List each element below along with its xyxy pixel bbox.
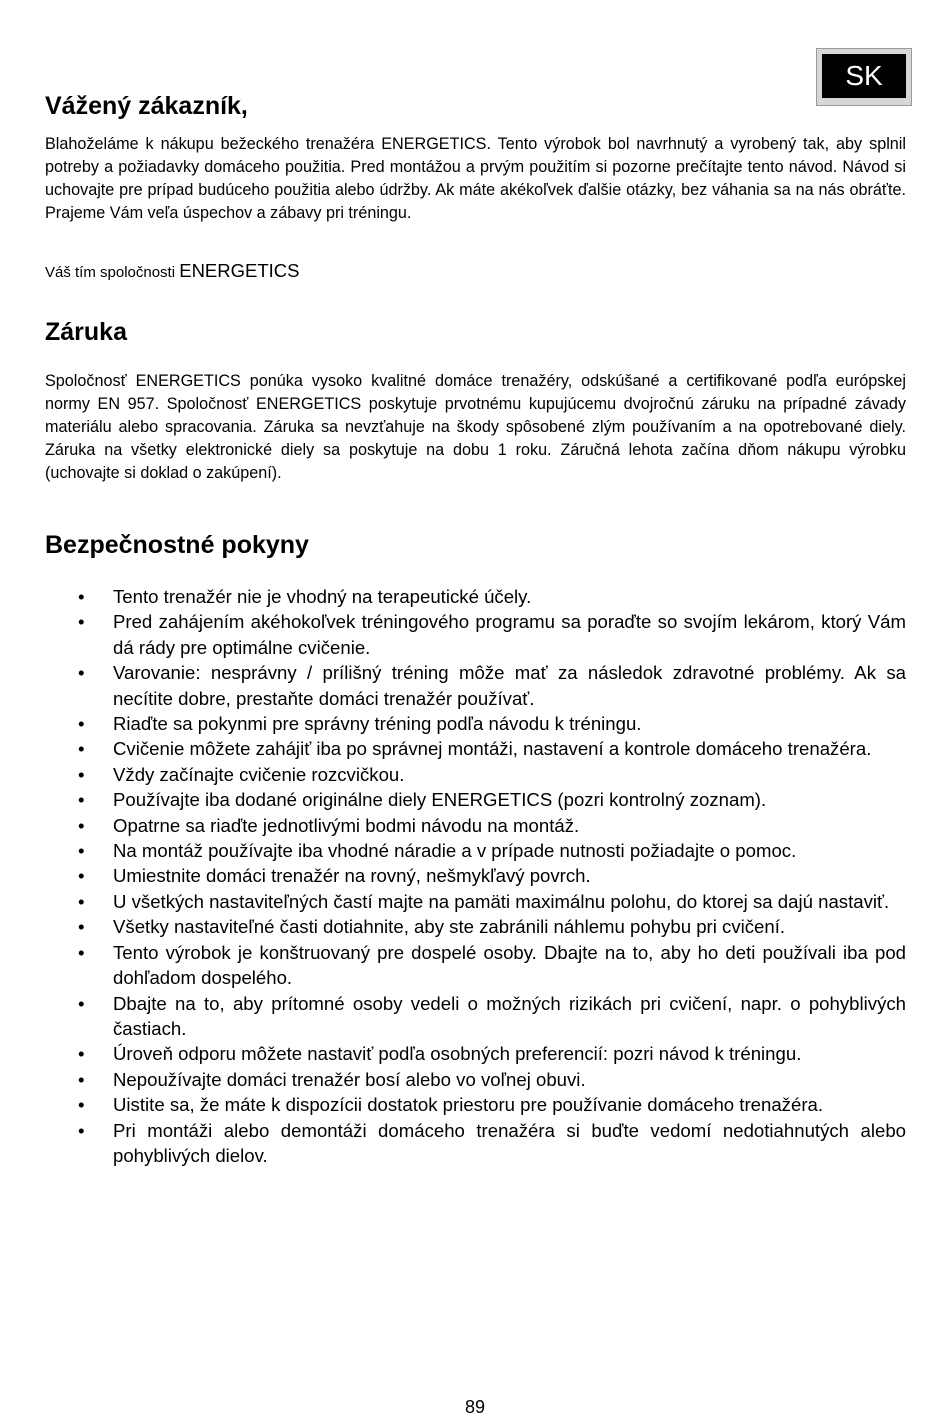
safety-item: • Tento trenažér nie je vhodný na terapeutické účely. (0, 584, 906, 609)
safety-heading: Bezpečnostné pokyny (45, 531, 309, 559)
language-code: SK (822, 54, 906, 98)
warranty-heading: Záruka (45, 318, 127, 346)
safety-item: • Umiestnite domáci trenažér na rovný, nešmykľavý povrch. (0, 863, 906, 888)
safety-item: • Opatrne sa riaďte jednotlivými bodmi návodu na montáž. (0, 813, 906, 838)
safety-item: • Úroveň odporu môžete nastaviť podľa osobných preferencií: pozri návod k tréningu. (0, 1041, 906, 1066)
safety-list (0, 584, 950, 1168)
language-badge (816, 48, 912, 106)
safety-item: • Cvičenie môžete zahájiť iba po správnej montáži, nastavení a kontrole domáceho trenažéra. (0, 736, 906, 761)
safety-item: • Používajte iba dodané originálne diely ENERGETICS (pozri kontrolný zoznam). (0, 787, 906, 812)
safety-item: • Vždy začínajte cvičenie rozcvičkou. (0, 762, 906, 787)
signature-brand: ENERGETICS (179, 260, 300, 281)
safety-item: • Nepoužívajte domáci trenažér bosí alebo vo voľnej obuvi. (0, 1067, 906, 1092)
safety-item: • Pred zahájením akéhokoľvek tréningového programu sa poraďte so svojím lekárom, ktorý Vám dá rády pre optimálne cvičenie. (0, 609, 906, 660)
safety-item: • Na montáž používajte iba vhodné náradie a v prípade nutnosti požiadajte o pomoc. (0, 838, 906, 863)
greeting-heading: Vážený zákazník, (45, 92, 248, 120)
safety-item: • Všetky nastaviteľné časti dotiahnite, aby ste zabránili náhlemu pohybu pri cvičení. (0, 914, 906, 939)
safety-item: • Riaďte sa pokynmi pre správny tréning podľa návodu k tréningu. (0, 711, 906, 736)
page-number: 89 (464, 1397, 486, 1417)
signature-prefix: Váš tím spoločnosti (45, 264, 180, 281)
signature (45, 259, 300, 285)
warranty-paragraph: Spoločnosť ENERGETICS ponúka vysoko kvalitné domáce trenažéry, odskúšané a certifikované podľa európskej normy EN 957. Spoločnosť ENERGETICS poskytuje prvotnému kupujúcemu dvojročnú záruku na prípadné závady materiálu alebo spracovania. Záruka sa nevzťahuje na škody spôsobené zlým používaním a na opotrebované diely. Záruka na všetky elektronické diely sa poskytuje na dobu 1 roku. Záručná lehota začína dňom nákupu výrobku (uchovajte si doklad o zakúpení). (45, 372, 906, 482)
safety-item: • Uistite sa, že máte k dispozícii dostatok priestoru pre používanie domáceho trenažéra. (0, 1092, 906, 1117)
safety-item: • Dbajte na to, aby prítomné osoby vedeli o možných rizikách pri cvičení, napr. o pohyblivých častiach. (0, 991, 906, 1042)
greeting-paragraph: Blahoželáme k nákupu bežeckého trenažéra ENERGETICS. Tento výrobok bol navrhnutý a vyrobený tak, aby splnil potreby a požiadavky domáceho použitia. Pred montážou a prvým použitím si pozorne prečítajte tento návod. Návod si uchovajte pre prípad budúceho použitia alebo údržby. Ak máte akékoľvek ďalšie otázky, bez váhania sa na nás obráťte. Prajeme Vám veľa úspechov a zábavy pri tréningu. (45, 135, 906, 222)
safety-item: • Tento výrobok je konštruovaný pre dospelé osoby. Dbajte na to, aby ho deti používali iba pod dohľadom dospelého. (0, 940, 906, 991)
safety-item: • Pri montáži alebo demontáži domáceho trenažéra si buďte vedomí nedotiahnutých alebo pohyblivých dielov. (0, 1118, 906, 1169)
safety-item: • Varovanie: nesprávny / prílišný tréning môže mať za následok zdravotné problémy. Ak sa necítite dobre, prestaňte domáci trenažér používať. (0, 660, 906, 711)
safety-item: • U všetkých nastaviteľných častí majte na pamäti maximálnu polohu, do ktorej sa dajú nastaviť. (0, 889, 906, 914)
